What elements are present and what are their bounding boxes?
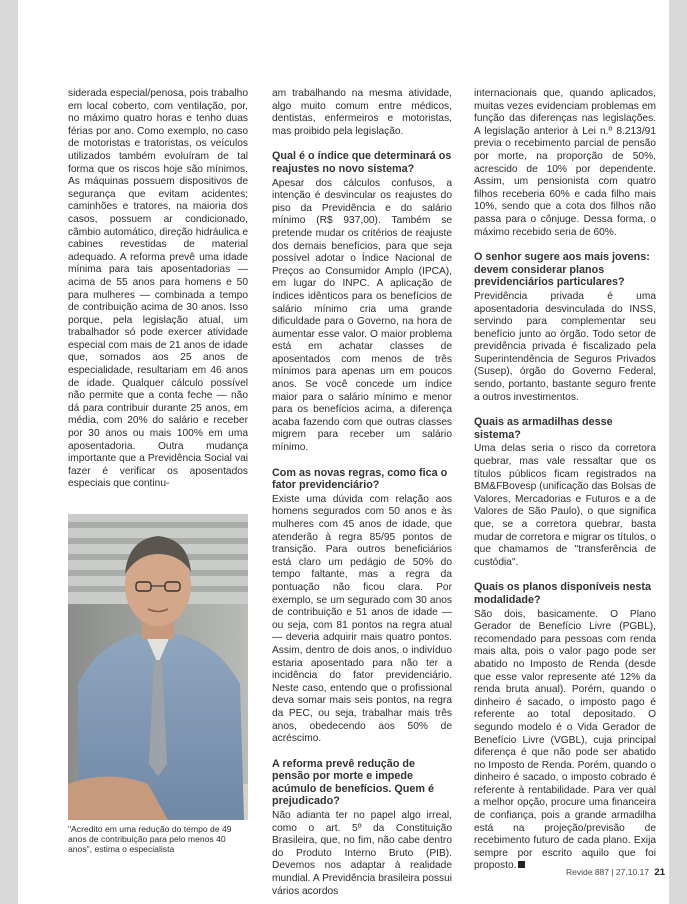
question-heading: Quais os planos disponíveis nesta modalidade?	[474, 581, 651, 606]
end-mark-icon	[518, 861, 525, 868]
final-paragraph-text: São dois, basicamente. O Plano Gerador de Benefício Livre (PGBL), recomendado para pessoas com renda mais alta, pois o valor pago pode ser abatido no Imposto de Renda (desde que esse valor represente até 12% da renda bruta anual). Porém, quando o dinheiro é sacado, o imposto pago é referente ao total depositado. O segundo modelo é o Vida Gerador de Benefício Livre (VGBL), cuja principal diferença é que não pode ser abatido no Imposto de Renda. Porém, quando o dinheiro é sacado, o imposto cobrado é referente à rentabilidade. Para ver qual a melhor opção, procure uma financeira de confiança, pois a grande armadilha está na projeção/previsão de recebimento futuro de cada plano. Exija sempre por escrito aquilo que foi proposto.	[474, 608, 656, 872]
paragraph: siderada especial/penosa, pois trabalho em local coberto, com ventilação, por, no máximo quatro horas e tenho duas férias por ano. Como exemplo, no caso de motoristas e tratoristas, os veículos utilizados também evoluíram de tal forma que os riscos hoje são mínimos. As máquinas possuem dispositivos de segurança que evitam acidentes; caminhões e tratores, na maioria dos casos, possuem ar condicionado, câmbio automático, direção hidráulica e cabines revestidas de material adequado. A reforma prevê uma idade mínima para tais aposentadorias — acima de 55 anos para homens e 50 para mulheres — combinada a tempo de contribuição acima de 30 anos. Isso porque, pela legislação atual, um trabalhador só pode exercer atividade especial com mais de 21 anos de idade que, somados aos 25 anos de especialidade, resultariam em 46 anos de idade. Qualquer cálculo possível não permite que a conta feche — não dá para contribuir durante 25 anos, em média, com 20% do salário e receber por 30 anos ou mais 100% em uma aposentadoria. Outra mudança importante que a Previdência Social vai fazer é verificar os aposentados especiais que continu-	[68, 88, 248, 490]
paragraph: internacionais que, quando aplicados, muitas vezes evidenciam problemas em função das diferenças nas legislações. A legislação anterior à Lei n.º 8.213/91 previa o recebimento parcial de pensão por morte, na proporção de 50%, acrescido de 10% por dependente. Assim, um pensionista com quatro filhos receberia 60% e cada filho mais 10%, sendo que a cota dos filhos não passa para o cônjuge. Dessa forma, o máximo recebido seria de 60%.	[474, 88, 656, 238]
text-column-1	[68, 88, 248, 497]
interviewee-photo	[68, 514, 248, 820]
question-heading: Qual é o índice que determinará os reajustes no novo sistema?	[272, 150, 452, 175]
question-heading: A reforma prevê redução de pensão por morte e impede acúmulo de benefícios. Quem é prejudicado?	[272, 757, 434, 808]
paragraph: Não adianta ter no papel algo irreal, como o art. 5º da Constituição Brasileira, que, no fim, não cabe dentro do Produto Interno Bruto (PIB). Devemos nos adaptar à realidade mundial. A Previdência brasileira possui vários acordos	[272, 810, 452, 897]
paragraph	[474, 609, 656, 873]
paragraph: Existe uma dúvida com relação aos homens segurados com 50 anos e às mulheres com 45 anos de idade, que atenderão à regra 85/95 pontos de transição. Para outros beneficiários está claro um pedágio de 50% do tempo faltante, mas a regra da pontuação não ficou clara. Por exemplo, se um segurado com 30 anos de contribuição e 51 anos de idade — ou seja, com 81 pontos na regra atual — deveria adquirir mais quatro pontos. Assim, dentro de dois anos, o indivíduo estaria aposentado para não ter a incidência do fator previdenciário. Neste caso, entendo que o profissional deva somar mais seis pontos, na regra da PEC, ou seja, trabalhar mais três anos, obedecendo aos 50% de acréscimo.	[272, 493, 452, 745]
paragraph: Uma delas seria o risco da corretora quebrar, mas vale ressaltar que os títulos públicos ficam registrados na BM&FBovesp (unificação das Bolsas de Valores, Mercadorias e Futuros e a de Valores de São Paulo), o que significa que, se a corretora quebrar, basta mudar de corretora e migrar os títulos, o que chamamos de "transferência de custódia".	[474, 443, 656, 568]
issue-info: Revide 887 | 27.10.17	[566, 867, 650, 877]
question-heading: O senhor sugere aos mais jovens: devem considerar planos previdenciários particulares?	[474, 251, 650, 289]
paragraph: am trabalhando na mesma atividade, algo muito comum entre médicos, dentistas, enfermeiros e motoristas, mas proibido pela legislação.	[272, 88, 452, 137]
question-heading: Quais as armadilhas desse sistema?	[474, 416, 613, 441]
question-heading: Com as novas regras, como fica o fator previdenciário?	[272, 466, 448, 492]
magazine-page	[18, 0, 669, 904]
text-column-3	[474, 88, 656, 879]
text-column-2	[272, 88, 452, 904]
paragraph: Apesar dos cálculos confusos, a intenção é desvincular os reajustes do piso da Previdência e do salário mínimo (R$ 937,00). Também se pretende mudar os critérios de reajuste dos demais benefícios, para que seja possível adotar o Índice Nacional de Preços ao Consumidor Amplo (IPCA), em lugar do INPC. A aplicação de índices idênticos para os benefícios de salário mínimo cria uma grande dificuldade para o Governo, na hora de aumentar esse valor. O maior problema está em achatar classes de aposentados com menos de três mínimos para apenas um em poucos anos. Se você concede um índice maior para o salário mínimo e menor para os benefícios acima, a diferença acaba fazendo com que outras classes migrem para receber um salário mínimo.	[272, 177, 452, 454]
photo-caption: "Acredito em uma redução do tempo de 49 anos de contribuição para pelo menos 40 anos", estima o especialista	[68, 824, 232, 854]
page-number: 21	[654, 867, 665, 878]
paragraph: Previdência privada é uma aposentadoria desvinculada do INSS, servindo para complementar seu benefício junto ao órgão. Todo setor de previdência privada é fiscalizado pela Superintendência de Seguros Privados (Susep), órgão do Governo Federal, sendo, portanto, bastante seguro frente a outros investimentos.	[474, 290, 656, 403]
page-footer	[566, 867, 665, 878]
